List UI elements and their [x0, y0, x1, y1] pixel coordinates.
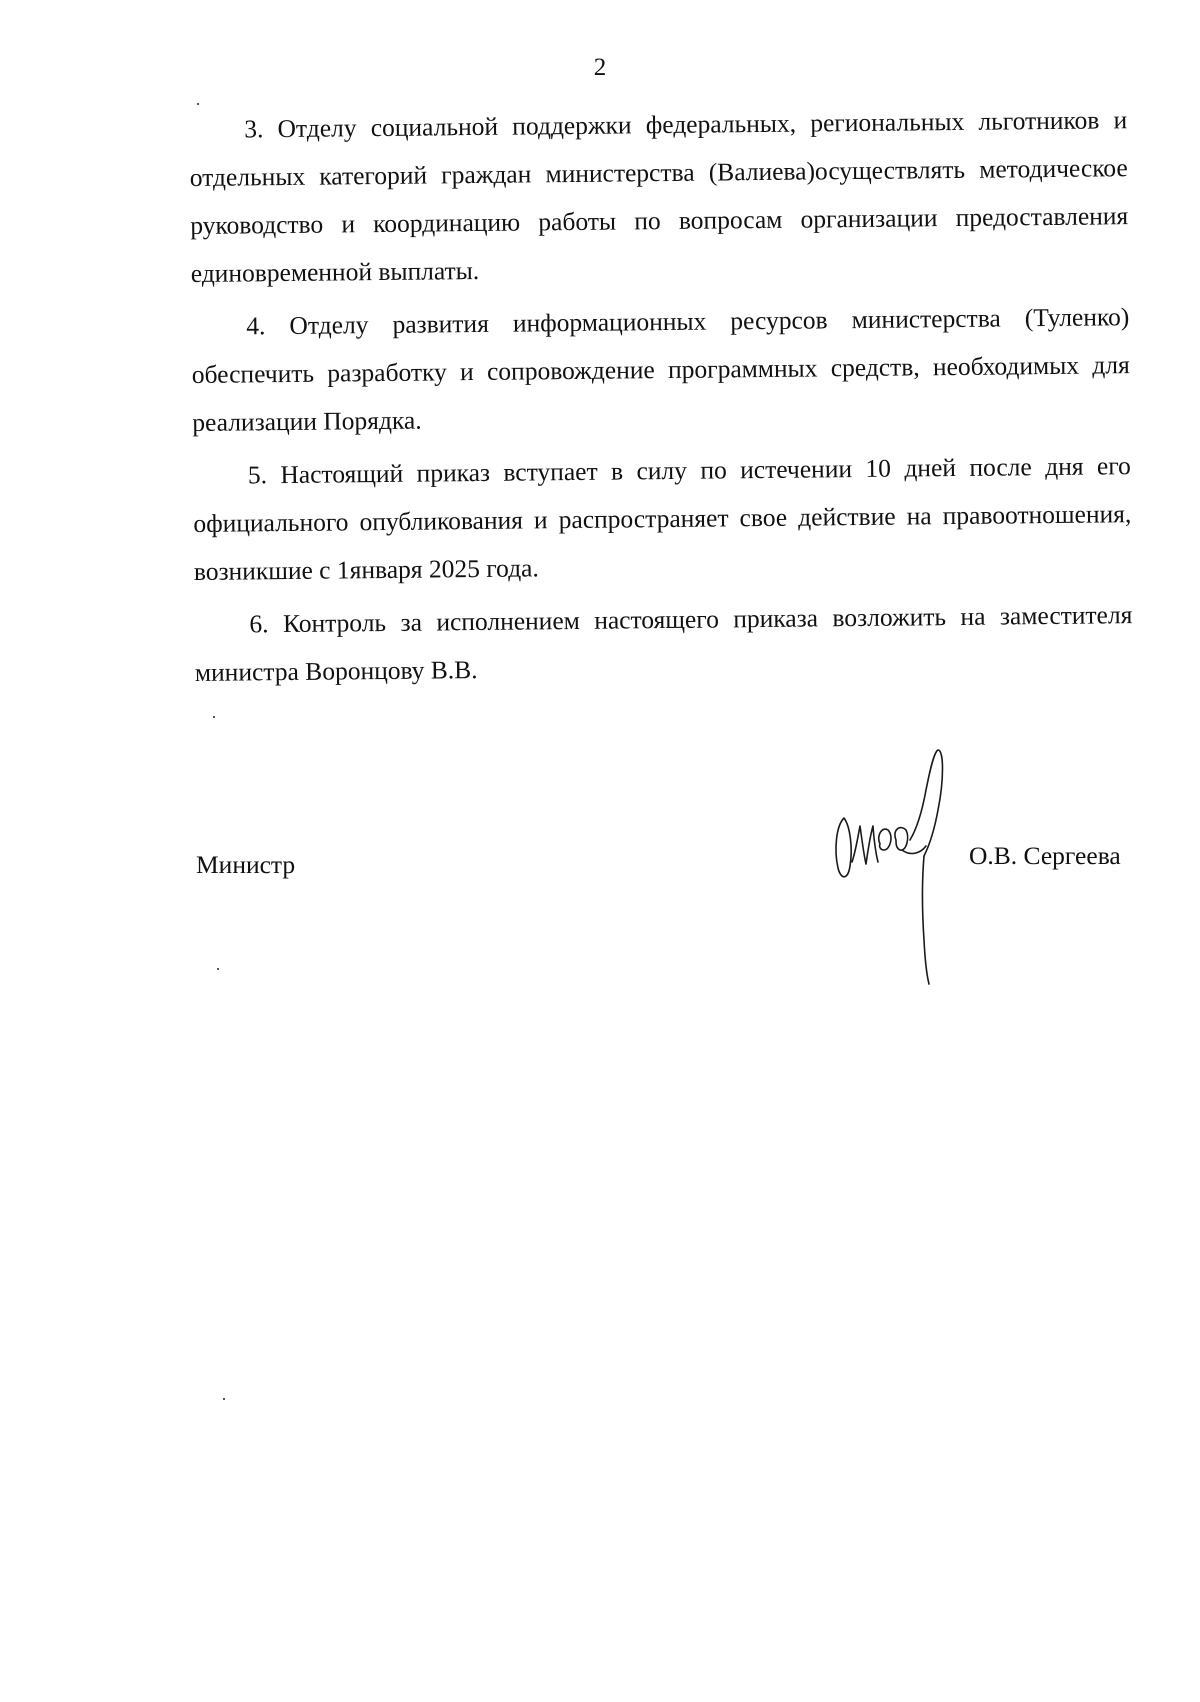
- paragraph-item-3: 3. Отделу социальной поддержки федеральных, региональных льготников и отдельных категорий граждан министерства (Валиева)осуществлять методическое руководство и координацию работы по вопросам организации предоставления единовременной выплаты.: [189, 105, 1129, 288]
- scan-speck: [213, 716, 215, 718]
- paragraph-item-4: 4. Отделу развития информационных ресурсов министерства (Туленко) обеспечить разработку и сопровождение программных средств, необходимых для реализации Порядка.: [191, 302, 1130, 437]
- paragraph-item-5: 5. Настоящий приказ вступает в силу по истечении 10 дней после дня его официального опубликования и распространяет свое действие на правоотношения, возникшие с 1января 2025 года.: [193, 451, 1132, 586]
- scan-speck: [197, 103, 199, 105]
- paragraph-item-6: 6. Контроль за исполнением настоящего приказа возложить на заместителя министра Воронцову В.В.: [194, 600, 1133, 687]
- handwritten-signature: [830, 740, 970, 990]
- signature-block: [0, 740, 1200, 1000]
- signer-name: О.В. Сергеева: [969, 841, 1121, 870]
- scan-speck: [223, 1398, 225, 1400]
- position-title: Министр: [196, 850, 296, 879]
- page-number: 2: [593, 54, 607, 81]
- scan-speck: [217, 968, 219, 970]
- document-body: [189, 96, 1133, 702]
